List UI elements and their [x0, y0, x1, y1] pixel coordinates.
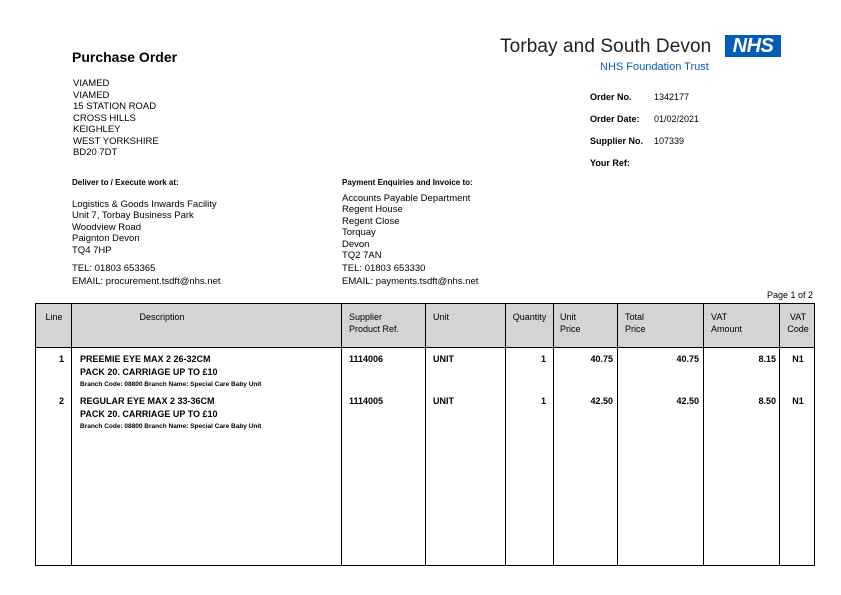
header-total-price: Total Price [625, 312, 646, 334]
header-vat-amount: VAT Amount [711, 312, 743, 334]
payment-line: Accounts Payable Department [342, 192, 471, 204]
order-date-label: Order Date: [590, 114, 640, 124]
address-line: VIAMED [73, 78, 110, 89]
page-number: Page 1 of 2 [766, 290, 813, 300]
header-unit: Unit [433, 312, 450, 322]
payment-block [342, 177, 473, 262]
header-vat-code: VAT Code [787, 312, 809, 334]
logo-org-name: Torbay and South Devon [500, 36, 712, 57]
nhs-logo-icon: NHS [725, 35, 781, 57]
order-date: 01/02/2021 [654, 114, 700, 124]
row-branch: Branch Code: 08800 Branch Name: Special Care Baby Unit [80, 381, 262, 388]
row-line: 1 [58, 354, 64, 364]
row-desc2: PACK 20. CARRIAGE UP TO £10 [80, 367, 218, 377]
deliver-line: Unit 7, Torbay Business Park [72, 210, 194, 221]
row-unit-price: 42.50 [590, 396, 613, 406]
deliver-line: TQ4 7HP [72, 244, 112, 256]
supplier-no: 107339 [654, 136, 685, 146]
address-line: CROSS HILLS [73, 112, 136, 124]
address-line: KEIGHLEY [73, 124, 121, 135]
row-desc2: PACK 20. CARRIAGE UP TO £10 [80, 409, 218, 419]
header-quantity: Quantity [512, 312, 547, 322]
payment-tel: TEL: 01803 653330 [342, 263, 426, 274]
row-vat-amount: 8.50 [758, 396, 776, 406]
payment-line: Devon [342, 238, 370, 250]
deliver-tel: TEL: 01803 653365 [72, 263, 156, 274]
row-desc1: PREEMIE EYE MAX 2 26-32CM [80, 354, 211, 364]
row-unit: UNIT [433, 354, 454, 364]
deliver-line: Logistics & Goods Inwards Facility [72, 198, 217, 210]
payment-line: Torquay [342, 227, 376, 238]
row-vat-code: N1 [792, 354, 804, 364]
your-ref-label: Your Ref: [590, 158, 630, 168]
row-vat-amount: 8.15 [758, 354, 776, 364]
order-no: 1342177 [654, 92, 690, 102]
address-line: VIAMED [73, 89, 110, 101]
header-description: Description [139, 312, 185, 322]
row-vat-code: N1 [792, 396, 804, 406]
order-no-label: Order No. [590, 92, 632, 102]
row-supplier-ref: 1114006 [349, 354, 384, 364]
address-line: WEST YORKSHIRE [73, 135, 159, 147]
page-title: Purchase Order [72, 49, 178, 65]
row-total-price: 40.75 [676, 354, 699, 364]
payment-heading: Payment Enquiries and Invoice to: [342, 178, 473, 187]
header-unit-price: Unit Price [560, 312, 581, 334]
row-quantity: 1 [540, 354, 546, 364]
deliver-contact [72, 262, 221, 288]
header-line: Line [45, 312, 63, 322]
trust-logo [500, 34, 785, 78]
deliver-line: Woodview Road [72, 221, 142, 233]
supplier-no-label: Supplier No. [590, 136, 644, 146]
payment-email: EMAIL: payments.tsdft@nhs.net [342, 276, 479, 287]
payment-line: Regent Close [342, 215, 400, 227]
logo-trust-name: NHS Foundation Trust [600, 61, 709, 73]
address-line: BD20 7DT [73, 147, 118, 158]
deliver-to-block [72, 177, 217, 256]
row-unit: UNIT [433, 396, 454, 406]
header-supplier-ref: Supplier Product Ref. [349, 312, 400, 334]
address-line: 15 STATION ROAD [73, 101, 157, 112]
row-desc1: REGULAR EYE MAX 2 33-36CM [80, 396, 215, 406]
row-quantity: 1 [540, 396, 546, 406]
deliver-line: Paignton Devon [72, 233, 140, 244]
supplier-address [73, 78, 159, 159]
deliver-to-heading: Deliver to / Execute work at: [72, 178, 179, 187]
row-branch: Branch Code: 08800 Branch Name: Special Care Baby Unit [80, 423, 262, 430]
row-total-price: 42.50 [676, 396, 699, 406]
row-line: 2 [58, 396, 64, 406]
deliver-email: EMAIL: procurement.tsdft@nhs.net [72, 276, 221, 287]
row-supplier-ref: 1114005 [349, 396, 384, 406]
payment-contact [342, 262, 478, 288]
row-unit-price: 40.75 [590, 354, 613, 364]
payment-line: Regent House [342, 204, 403, 215]
payment-line: TQ2 7AN [342, 250, 382, 261]
order-lines-table [35, 303, 815, 566]
